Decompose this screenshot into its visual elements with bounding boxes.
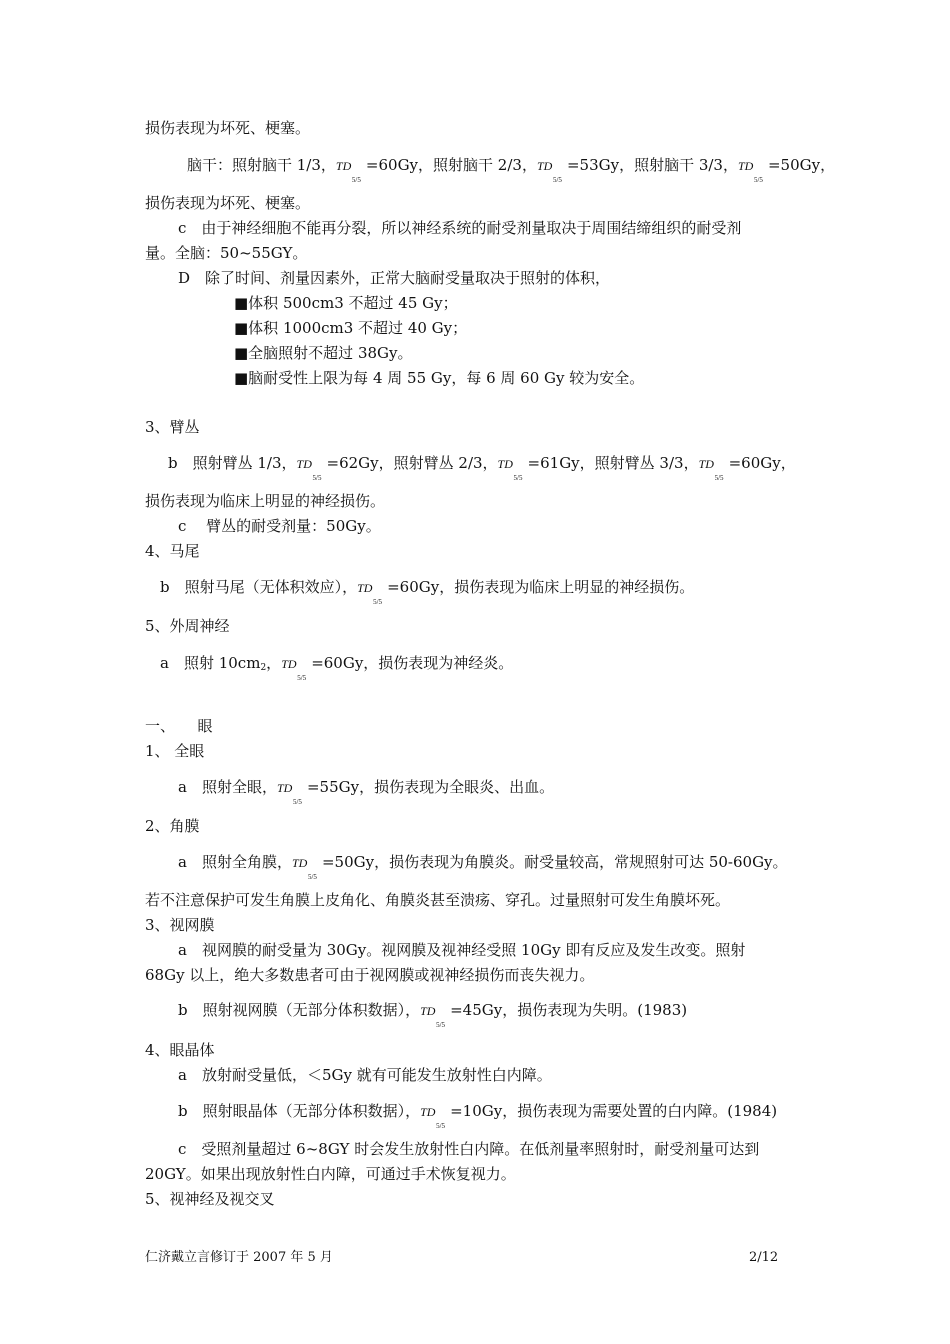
- text-segment: a 照射全眼，: [178, 778, 277, 796]
- text-segment: a 照射全角膜，: [178, 853, 292, 871]
- text-segment: =60Gy，损伤表现为临床上明显的神经损伤。: [387, 578, 695, 596]
- text-segment: b 照射视网膜（无部分体积数据），: [178, 1001, 421, 1019]
- superscript: 2: [260, 663, 267, 673]
- bullet-item: ■体积 500cm3 不超过 45 Gy；: [234, 294, 458, 312]
- text-segment: a 照射 10cm: [160, 654, 261, 672]
- bullet-item: ■全脑照射不超过 38Gy。: [234, 344, 413, 362]
- td-label: TD: [291, 856, 308, 870]
- td-symbol: [357, 578, 387, 606]
- lens-b-line: [178, 1102, 778, 1130]
- text-line: 损伤表现为坏死、梗塞。: [145, 119, 311, 137]
- section-heading: 5、外周神经: [145, 617, 230, 635]
- td-subscript: 5/5: [297, 674, 307, 682]
- td-symbol: [737, 156, 768, 184]
- td-subscript: 5/5: [312, 474, 322, 482]
- text-segment: 脑干：照射脑干 1/3，: [187, 156, 336, 174]
- text-segment: =53Gy，照射脑干 3/3，: [566, 156, 738, 174]
- text-line: 若不注意保护可发生角膜上皮角化、角膜炎甚至溃疡、穿孔。过量照射可发生角膜坏死。: [145, 891, 731, 909]
- td-subscript: 5/5: [513, 474, 523, 482]
- text-segment: =50Gy，损伤表现为角膜炎。耐受量较高，常规照射可达 50-60Gy。: [321, 853, 788, 871]
- text-line: 损伤表现为临床上明显的神经损伤。: [145, 492, 386, 510]
- td-label: TD: [281, 657, 297, 671]
- td-symbol: [296, 454, 327, 482]
- td-label: TD: [296, 457, 312, 471]
- td-symbol: [420, 1001, 450, 1029]
- text-line: 68Gy 以上，绝大多数患者可由于视网膜或视神经损伤而丧失视力。: [145, 966, 595, 984]
- text-line: 20GY。如果出现放射性白内障，可通过手术恢复视力。: [145, 1165, 516, 1183]
- td-label: TD: [420, 1004, 436, 1018]
- text-line: 损伤表现为坏死、梗塞。: [145, 194, 311, 212]
- text-line: c 臂丛的耐受剂量：50Gy。: [178, 517, 381, 535]
- td-label: TD: [420, 1105, 436, 1119]
- bullet-item: ■体积 1000cm3 不超过 40 Gy；: [234, 319, 468, 337]
- page-number: 2/12: [749, 1250, 779, 1265]
- text-segment: b 照射马尾（无体积效应），: [160, 578, 358, 596]
- td-subscript: 5/5: [307, 873, 317, 881]
- whole-eye-line: [178, 778, 555, 806]
- td-subscript: 5/5: [552, 176, 562, 184]
- td-label: TD: [737, 159, 754, 173]
- text-line: D 除了时间、剂量因素外，正常大脑耐受量取决于照射的体积，: [178, 269, 611, 287]
- chapter-heading: 一、 眼: [145, 717, 213, 735]
- td-symbol: [291, 853, 322, 881]
- text-segment: =60Gy，: [728, 454, 796, 472]
- td-subscript: 5/5: [436, 1122, 446, 1130]
- text-segment: =45Gy，损伤表现为失明。(1983): [450, 1001, 688, 1019]
- td-symbol: [281, 654, 311, 682]
- section-heading: 3、臂丛: [145, 418, 200, 436]
- td-subscript: 5/5: [753, 176, 763, 184]
- td-label: TD: [698, 457, 714, 471]
- text-segment: =61Gy，照射臂丛 3/3，: [527, 454, 699, 472]
- text-segment: =10Gy，损伤表现为需要处置的白内障。(1984): [450, 1102, 778, 1120]
- td-subscript: 5/5: [373, 598, 383, 606]
- section-heading: 1、 全眼: [145, 742, 205, 760]
- retina-b-line: [178, 1001, 688, 1029]
- text-segment: =60Gy，照射脑干 2/3，: [365, 156, 537, 174]
- td-symbol: [420, 1102, 450, 1130]
- section-heading: 4、眼晶体: [145, 1041, 215, 1059]
- td-label: TD: [335, 159, 352, 173]
- td-label: TD: [536, 159, 553, 173]
- text-segment: =50Gy，: [767, 156, 836, 174]
- text-line: a 视网膜的耐受量为 30Gy。视网膜及视神经受照 10Gy 即有反应及发生改变。照射: [178, 941, 746, 959]
- td-symbol: [335, 156, 366, 184]
- text-segment: =60Gy，损伤表现为神经炎。: [311, 654, 514, 672]
- section-heading: 4、马尾: [145, 542, 200, 560]
- text-line: c 受照剂量超过 6~8GY 时会发生放射性白内障。在低剂量率照射时，耐受剂量可达到: [178, 1140, 760, 1158]
- td-subscript: 5/5: [714, 474, 724, 482]
- td-label: TD: [276, 781, 293, 795]
- td-subscript: 5/5: [292, 798, 302, 806]
- text-line: 量。全脑：50~55GY。: [145, 244, 308, 262]
- brainstem-line: [187, 156, 836, 184]
- footer-author: 仁济戴立言修订于 2007 年 5 月: [145, 1250, 333, 1265]
- cornea-line: [178, 853, 788, 881]
- section-heading: 5、视神经及视交叉: [145, 1190, 275, 1208]
- td-label: TD: [497, 457, 513, 471]
- text-segment: =55Gy，损伤表现为全眼炎、出血。: [306, 778, 555, 796]
- cauda-line: [160, 578, 695, 606]
- td-symbol: [698, 454, 729, 482]
- text-segment: ，: [266, 654, 282, 672]
- peripheral-line: [160, 654, 514, 682]
- brachial-line: [168, 454, 796, 482]
- text-line: c 由于神经细胞不能再分裂，所以神经系统的耐受剂量取决于周围结缔组织的耐受剂: [178, 219, 742, 237]
- td-symbol: [497, 454, 528, 482]
- td-symbol: [536, 156, 567, 184]
- bullet-item: ■脑耐受性上限为每 4 周 55 Gy，每 6 周 60 Gy 较为安全。: [234, 369, 645, 387]
- section-heading: 2、角膜: [145, 817, 200, 835]
- text-segment: b 照射眼晶体（无部分体积数据），: [178, 1102, 421, 1120]
- td-subscript: 5/5: [351, 176, 361, 184]
- td-symbol: [276, 778, 307, 806]
- section-heading: 3、视网膜: [145, 916, 215, 934]
- text-segment: b 照射臂丛 1/3，: [168, 454, 297, 472]
- text-line: a 放射耐受量低，＜5Gy 就有可能发生放射性白内障。: [178, 1066, 552, 1084]
- text-segment: =62Gy，照射臂丛 2/3，: [326, 454, 498, 472]
- td-label: TD: [357, 581, 373, 595]
- td-subscript: 5/5: [436, 1021, 446, 1029]
